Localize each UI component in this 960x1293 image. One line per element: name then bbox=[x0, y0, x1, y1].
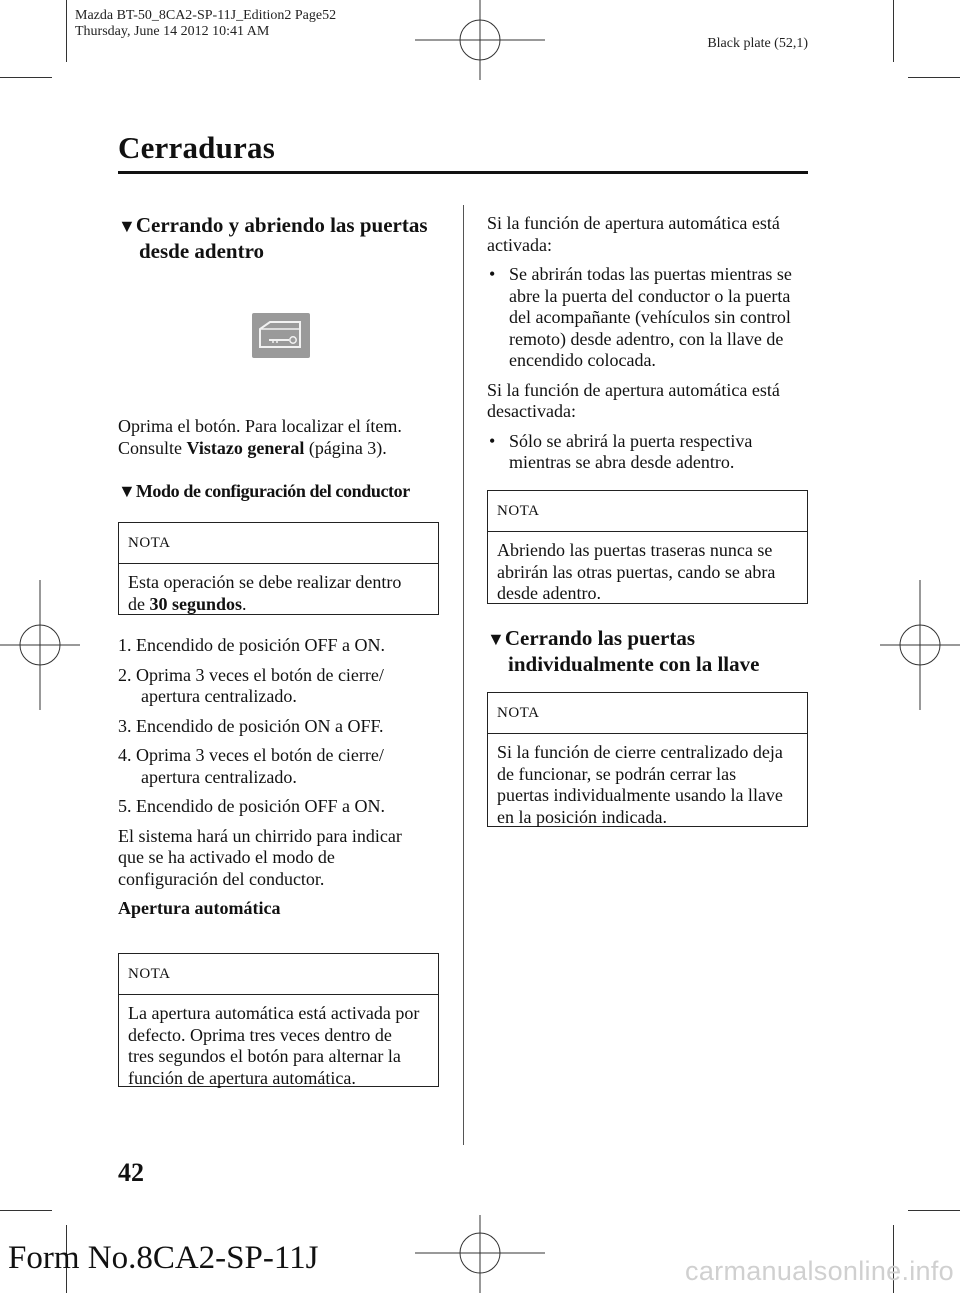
step-text: Oprima 3 veces el botón de cierre/ bbox=[136, 745, 384, 765]
note-body bbox=[488, 532, 807, 614]
note-line: abrirán las otras puertas, cando se abra bbox=[497, 561, 776, 582]
note-line: de funcionar, se podrán cerrar las bbox=[497, 763, 737, 784]
bullet-text bbox=[509, 264, 792, 372]
page-reference: (página 3). bbox=[304, 437, 387, 458]
heading-line1: Cerrando las puertas bbox=[504, 626, 695, 650]
step-text: Encendido de posición ON a OFF. bbox=[136, 715, 384, 736]
note-box bbox=[118, 522, 439, 615]
note-box bbox=[487, 692, 808, 827]
note-line: La apertura automática está activada por bbox=[128, 1003, 420, 1023]
bullet-line: Sólo se abrirá la puerta respectiva bbox=[509, 430, 753, 451]
crop-mark bbox=[908, 77, 960, 78]
step-number: 5. bbox=[118, 796, 132, 816]
paragraph-line: que se ha activado el modo de bbox=[118, 847, 335, 867]
steps-list bbox=[118, 635, 458, 920]
note-body bbox=[119, 995, 438, 1098]
bullet-line: Se abrirán todas las puertas mientras se bbox=[509, 264, 792, 284]
list-item bbox=[487, 431, 817, 474]
registration-mark-icon bbox=[415, 1215, 545, 1293]
step-text: apertura centralizado. bbox=[141, 686, 297, 706]
print-meta-line2: Thursday, June 14 2012 10:41 AM bbox=[75, 24, 270, 39]
note-body bbox=[488, 734, 807, 837]
crop-mark bbox=[0, 77, 52, 78]
note-line-end: . bbox=[242, 593, 247, 614]
note-line: de bbox=[128, 593, 150, 614]
list-item bbox=[118, 796, 458, 818]
note-line: puertas individualmente usando la llave bbox=[497, 785, 783, 805]
paragraph-line: Si la función de apertura automática está bbox=[487, 379, 780, 400]
bullet-line: remoto) desde adentro, con la llave de bbox=[509, 328, 784, 349]
bullet-line: del acompañante (vehículos sin control bbox=[509, 307, 791, 327]
right-column-text bbox=[487, 213, 817, 474]
page-number: 42 bbox=[118, 1158, 144, 1187]
heading-key-lock bbox=[487, 626, 817, 677]
step-number: 2. bbox=[118, 664, 132, 685]
consult-label: Consulte bbox=[118, 437, 187, 458]
bullet-line: abre la puerta del conductor o la puerta bbox=[509, 285, 791, 306]
subheading-auto-open: Apertura automática bbox=[118, 898, 281, 918]
note-line: desde adentro. bbox=[497, 583, 601, 603]
list-item bbox=[487, 264, 817, 372]
section-rule bbox=[118, 171, 808, 174]
print-meta bbox=[75, 8, 336, 40]
step-number: 4. bbox=[118, 745, 132, 765]
watermark: carmanualsonline.info bbox=[685, 1256, 954, 1286]
note-line: Esta operación se debe realizar dentro bbox=[128, 572, 402, 592]
heading-line2: desde adentro bbox=[139, 239, 265, 263]
deactivated-intro bbox=[487, 380, 817, 423]
step-text: Oprima 3 veces el botón de cierre/ bbox=[136, 664, 384, 685]
bullet-icon: • bbox=[489, 264, 496, 284]
registration-mark-icon bbox=[0, 580, 80, 710]
crop-mark bbox=[66, 0, 67, 62]
step-number: 1. bbox=[118, 635, 132, 655]
note-line: Abriendo las puertas traseras nunca se bbox=[497, 540, 773, 560]
registration-mark-icon bbox=[415, 0, 545, 80]
press-text-line1: Oprima el botón. Para localizar el ítem. bbox=[118, 416, 402, 436]
paragraph-line: configuración del conductor. bbox=[118, 868, 325, 889]
note-title: NOTA bbox=[119, 523, 438, 564]
list-item bbox=[118, 745, 458, 788]
door-lock-button-icon bbox=[252, 313, 310, 358]
step-text: Encendido de posición OFF a ON. bbox=[136, 796, 385, 816]
note-title: NOTA bbox=[119, 954, 438, 995]
reference-link[interactable]: Vistazo general bbox=[186, 437, 305, 458]
section-title: Cerraduras bbox=[118, 130, 275, 165]
heading-driver-mode-text: Modo de configuración del conductor bbox=[135, 481, 410, 501]
activated-intro bbox=[487, 213, 817, 256]
note-title: NOTA bbox=[488, 491, 807, 532]
form-number: Form No.8CA2-SP-11J bbox=[8, 1240, 319, 1276]
heading-line2: individualmente con la llave bbox=[508, 652, 760, 676]
step-number: 3. bbox=[118, 715, 132, 736]
step-text: apertura centralizado. bbox=[141, 766, 297, 787]
press-button-text bbox=[118, 416, 458, 459]
list-item bbox=[118, 716, 458, 738]
heading-marker-icon: ▼ bbox=[118, 216, 136, 236]
note-title: NOTA bbox=[488, 693, 807, 734]
paragraph-line: desactivada: bbox=[487, 401, 576, 421]
note-box bbox=[118, 953, 439, 1087]
note-line: defecto. Oprima tres veces dentro de bbox=[128, 1024, 392, 1045]
heading-marker-icon: ▼ bbox=[118, 481, 136, 501]
crop-mark bbox=[0, 1210, 52, 1211]
paragraph-line: El sistema hará un chirrido para indicar bbox=[118, 825, 402, 846]
note-line: Si la función de cierre centralizado deja bbox=[497, 742, 783, 762]
plate-label: Black plate (52,1) bbox=[707, 36, 808, 51]
bullet-line: encendido colocada. bbox=[509, 350, 656, 370]
heading-marker-icon: ▼ bbox=[487, 629, 505, 649]
list-item bbox=[118, 665, 458, 708]
heading-driver-mode bbox=[118, 481, 458, 502]
note-line: en la posición indicada. bbox=[497, 806, 667, 827]
bullet-line: mientras se abra desde adentro. bbox=[509, 452, 735, 472]
paragraph-line: activada: bbox=[487, 234, 552, 255]
note-line: función de apertura automática. bbox=[128, 1067, 356, 1088]
note-box bbox=[487, 490, 808, 604]
heading-open-inside bbox=[118, 213, 448, 264]
registration-mark-icon bbox=[880, 580, 960, 710]
note-emphasis: 30 segundos bbox=[149, 593, 243, 614]
chirp-paragraph bbox=[118, 826, 458, 891]
crop-mark bbox=[908, 1210, 960, 1211]
crop-mark bbox=[893, 0, 894, 62]
print-meta-line1: Mazda BT-50_8CA2-SP-11J_Edition2 Page52 bbox=[75, 8, 337, 23]
note-body bbox=[119, 564, 438, 624]
note-line: tres segundos el botón para alternar la bbox=[128, 1046, 401, 1066]
paragraph-line: Si la función de apertura automática está bbox=[487, 213, 780, 233]
step-text: Encendido de posición OFF a ON. bbox=[136, 635, 385, 655]
heading-line1: Cerrando y abriendo las puertas bbox=[135, 213, 428, 237]
column-divider bbox=[463, 205, 464, 1145]
bullet-text bbox=[509, 431, 752, 474]
list-item bbox=[118, 635, 458, 657]
bullet-icon: • bbox=[489, 430, 496, 451]
